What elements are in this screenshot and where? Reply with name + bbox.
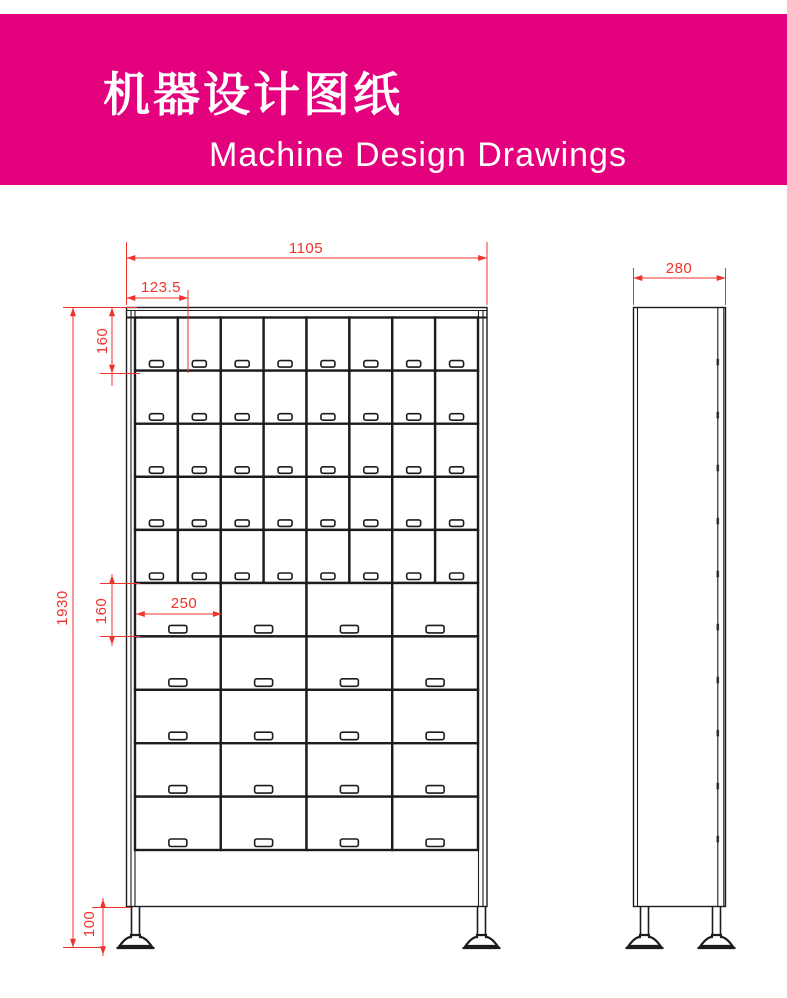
cell-handle	[321, 573, 335, 580]
page-title-zh: 机器设计图纸	[103, 68, 403, 121]
cell-handle	[235, 520, 249, 527]
cell-handle	[450, 573, 464, 580]
cell-handle	[169, 786, 187, 794]
dim-foot-height-label: 100	[81, 910, 98, 938]
cell-handle	[278, 467, 292, 474]
side-cabinet-outline	[634, 308, 726, 907]
cell-handle	[340, 839, 358, 847]
cell-handle	[192, 573, 206, 580]
cell-handle	[364, 573, 378, 580]
adjustable-foot	[698, 935, 736, 948]
cell-handle	[426, 732, 444, 740]
cell-handle	[192, 467, 206, 474]
front-legs	[117, 907, 501, 949]
cell-handle	[407, 520, 421, 527]
cell-handle	[255, 839, 273, 847]
side-legs	[626, 907, 736, 949]
cell-handle	[169, 625, 187, 633]
cell-handle	[149, 361, 163, 368]
cell-handle	[407, 414, 421, 421]
cell-handle	[450, 520, 464, 527]
cell-handle	[450, 467, 464, 474]
cell-handle	[364, 361, 378, 368]
hinge-mark	[717, 783, 720, 790]
cell-handle	[321, 361, 335, 368]
cell-handle	[192, 414, 206, 421]
cell-handle	[278, 414, 292, 421]
dim-large-cell-width-label: 250	[170, 595, 198, 612]
cell-handle	[364, 414, 378, 421]
side-view	[626, 308, 736, 949]
hinge-mark	[717, 571, 720, 578]
cell-handle	[450, 361, 464, 368]
cell-handle	[149, 467, 163, 474]
cell-handle	[340, 732, 358, 740]
cell-handle	[235, 414, 249, 421]
hinge-mark	[717, 624, 720, 631]
cell-handle	[340, 625, 358, 633]
dim-overall-width-label: 1105	[288, 240, 324, 257]
dim-small-cell-height-label: 160	[94, 327, 111, 355]
cell-handle	[364, 467, 378, 474]
cell-handle	[192, 520, 206, 527]
cell-handle	[169, 732, 187, 740]
cell-handle	[255, 679, 273, 687]
page-subtitle-en: Machine Design Drawings	[209, 136, 627, 174]
cell-handle	[340, 679, 358, 687]
adjustable-foot	[117, 935, 155, 948]
cell-handle	[364, 520, 378, 527]
cell-handle	[278, 361, 292, 368]
cell-handle	[426, 625, 444, 633]
hinge-mark	[717, 465, 720, 472]
cell-handle	[426, 839, 444, 847]
cell-handle	[235, 573, 249, 580]
hinge-mark	[717, 836, 720, 843]
cell-handle	[149, 414, 163, 421]
dim-overall-height-label: 1930	[54, 590, 71, 626]
cell-handle	[278, 520, 292, 527]
small-compartment-grid	[135, 318, 478, 584]
cell-handle	[235, 467, 249, 474]
cell-handle	[426, 786, 444, 794]
cell-handle	[169, 839, 187, 847]
cell-handle	[426, 679, 444, 687]
hinge-mark	[717, 677, 720, 684]
front-feet	[117, 935, 501, 948]
cell-handle	[149, 520, 163, 527]
dim-depth-label: 280	[665, 260, 693, 277]
cell-handle	[407, 361, 421, 368]
cell-handle	[169, 679, 187, 687]
side-feet	[626, 935, 736, 948]
cell-handle	[255, 732, 273, 740]
front-view	[117, 308, 501, 949]
cell-handle	[278, 573, 292, 580]
cell-handle	[235, 361, 249, 368]
hinge-mark	[717, 730, 720, 737]
hinge-mark	[717, 412, 720, 419]
hinge-mark	[717, 359, 720, 366]
adjustable-foot	[626, 935, 664, 948]
cell-handle	[321, 414, 335, 421]
cell-handle	[149, 573, 163, 580]
cell-handle	[407, 467, 421, 474]
cell-handle	[321, 467, 335, 474]
cell-handle	[340, 786, 358, 794]
large-compartment-grid	[135, 583, 478, 850]
cell-handle	[407, 573, 421, 580]
hinge-mark	[717, 518, 720, 525]
cell-handle	[321, 520, 335, 527]
adjustable-foot	[463, 935, 501, 948]
cell-handle	[450, 414, 464, 421]
cell-handle	[192, 361, 206, 368]
cell-handle	[255, 625, 273, 633]
dim-first-column-label: 123.5	[140, 279, 182, 296]
cell-handle	[255, 786, 273, 794]
dim-large-cell-height-label: 160	[93, 597, 110, 625]
